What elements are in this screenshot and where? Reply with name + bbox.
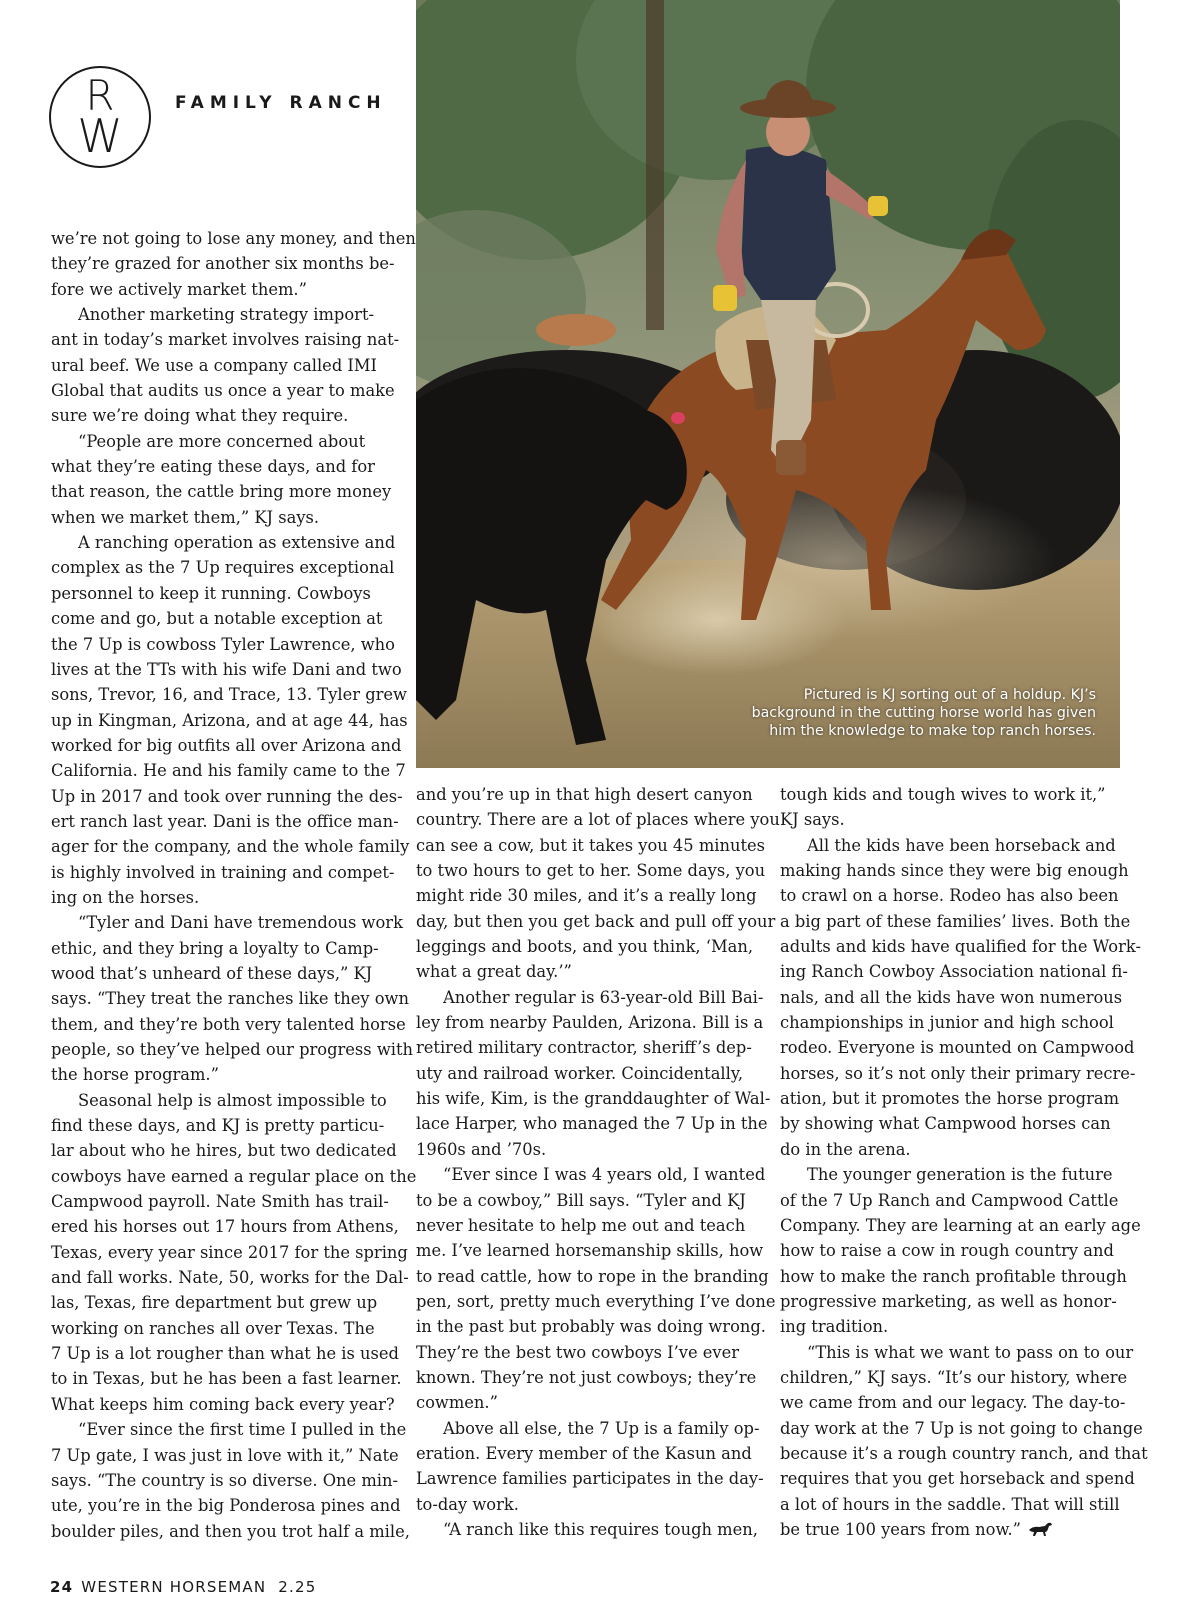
paragraph xyxy=(780,833,1141,1162)
text-line: ant in today’s market involves raising nat- xyxy=(51,330,400,350)
paragraph xyxy=(416,1517,756,1542)
text-line: What keeps him coming back every year? xyxy=(51,1394,395,1414)
text-line: we’re not going to lose any money, and then xyxy=(51,229,416,248)
text-line: personnel to keep it running. Cowboys xyxy=(51,583,371,603)
text-line: complex as the 7 Up requires exceptional xyxy=(51,558,395,578)
text-line: to in Texas, but he has been a fast learner. xyxy=(51,1369,402,1389)
issue-number: 2.25 xyxy=(278,1578,317,1596)
text-line: is highly involved in training and compet- xyxy=(51,862,395,882)
text-line: the horse program.” xyxy=(51,1065,219,1085)
paragraph xyxy=(780,782,1120,833)
text-line: “Ever since I was 4 years old, I wanted xyxy=(443,1165,766,1185)
text-line: cowboys have earned a regular place on the xyxy=(51,1166,417,1186)
text-line: retired military contractor, sheriff’s dep- xyxy=(416,1038,752,1058)
text-line: wood that’s unheard of these days,” KJ xyxy=(51,963,373,983)
text-line: because it’s a rough country ranch, and that xyxy=(780,1443,1148,1463)
paragraph xyxy=(51,302,400,429)
text-line: The younger generation is the future xyxy=(807,1165,1113,1185)
paragraph xyxy=(780,1340,1148,1544)
text-line: do in the arena. xyxy=(780,1139,911,1159)
text-line: working on ranches all over Texas. The xyxy=(51,1318,375,1338)
text-line: of the 7 Up Ranch and Campwood Cattle xyxy=(780,1190,1119,1210)
text-line: California. He and his family came to the 7 xyxy=(51,761,406,781)
text-line: by showing what Campwood horses can xyxy=(780,1114,1111,1134)
text-line: his wife, Kim, is the granddaughter of Wal- xyxy=(416,1089,771,1109)
text-line: 1960s and ’70s. xyxy=(416,1139,547,1159)
text-line: people, so they’ve helped our progress with xyxy=(51,1040,413,1059)
text-line: All the kids have been horseback and xyxy=(807,835,1116,855)
paragraph xyxy=(416,1416,764,1517)
paragraph xyxy=(51,429,391,530)
text-line: Company. They are learning at an early age xyxy=(780,1215,1141,1235)
paragraph xyxy=(51,1417,410,1544)
text-line: might ride 30 miles, and it’s a really long xyxy=(416,886,757,906)
text-line: Campwood payroll. Nate Smith has trail- xyxy=(51,1192,389,1212)
text-line: pen, sort, pretty much everything I’ve done xyxy=(416,1291,776,1311)
cowboy-photo xyxy=(416,0,1120,768)
photo-illustration xyxy=(416,0,1120,768)
text-line: how to raise a cow in rough country and xyxy=(780,1241,1114,1261)
text-line: sure we’re doing what they require. xyxy=(51,406,349,426)
text-line: worked for big outfits all over Arizona and xyxy=(51,735,402,755)
text-line: progressive marketing, as well as honor- xyxy=(780,1291,1117,1311)
text-line: ute, you’re in the big Ponderosa pines and xyxy=(51,1496,401,1516)
text-line: lives at the TTs with his wife Dani and two xyxy=(51,659,402,679)
text-line: boulder piles, and then you trot half a mile, xyxy=(51,1521,410,1541)
text-line: in the past but probably was doing wrong. xyxy=(416,1317,766,1337)
text-line: 7 Up is a lot rougher than what he is used xyxy=(51,1344,399,1364)
text-line: eration. Every member of the Kasun and xyxy=(416,1443,752,1463)
text-line: and fall works. Nate, 50, works for the Dal- xyxy=(51,1268,409,1288)
caption-line: background in the cutting horse world has given xyxy=(751,705,1096,721)
text-line: when we market them,” KJ says. xyxy=(51,507,320,527)
text-line: to two hours to get to her. Some days, you xyxy=(416,861,766,881)
text-line: las, Texas, fire department but grew up xyxy=(51,1293,378,1313)
page-number: 24 xyxy=(50,1578,74,1596)
article-column-3 xyxy=(780,782,1148,1543)
text-line: rodeo. Everyone is mounted on Campwood xyxy=(780,1038,1135,1058)
paragraph xyxy=(416,985,771,1162)
text-line: 7 Up gate, I was just in love with it,” Nate xyxy=(51,1445,399,1465)
paragraph xyxy=(416,1162,776,1415)
text-line: country. There are a lot of places where you xyxy=(416,810,780,830)
text-line: to read cattle, how to rope in the branding xyxy=(416,1266,769,1286)
article-column-2 xyxy=(416,782,780,1542)
text-line: Up in 2017 and took over running the des- xyxy=(51,786,403,806)
text-line: “A ranch like this requires tough men, xyxy=(443,1519,758,1539)
photo-caption xyxy=(656,686,1096,740)
text-line: cowmen.” xyxy=(416,1393,498,1413)
text-line: me. I’ve learned horsemanship skills, how xyxy=(416,1241,764,1261)
text-line: to be a cowboy,” Bill says. “Tyler and KJ xyxy=(416,1190,746,1210)
text-line: sons, Trevor, 16, and Trace, 13. Tyler grew xyxy=(51,685,407,705)
text-line: we came from and our legacy. The day-to- xyxy=(780,1393,1126,1413)
text-line: come and go, but a notable exception at xyxy=(51,609,383,629)
publication-name: WESTERN HORSEMAN xyxy=(81,1578,267,1596)
text-line: how to make the ranch profitable through xyxy=(780,1266,1127,1286)
rw-logo xyxy=(49,66,151,168)
text-line: lace Harper, who managed the 7 Up in the xyxy=(416,1114,768,1134)
paragraph xyxy=(51,1088,417,1417)
text-line: never hesitate to help me out and teach xyxy=(416,1215,746,1235)
text-line: they’re grazed for another six months be- xyxy=(51,254,395,274)
text-line: says. “The country is so diverse. One min- xyxy=(51,1470,398,1490)
text-line: KJ says. xyxy=(780,810,845,830)
text-line: adults and kids have qualified for the Work- xyxy=(780,937,1141,957)
paragraph xyxy=(780,1162,1141,1339)
caption-line: him the knowledge to make top ranch horses. xyxy=(769,723,1096,739)
text-line: tough kids and tough wives to work it,” xyxy=(780,785,1106,804)
text-line: day work at the 7 Up is not going to change xyxy=(780,1418,1143,1438)
text-line: ley from nearby Paulden, Arizona. Bill is a xyxy=(416,1013,764,1033)
text-line: They’re the best two cowboys I’ve ever xyxy=(416,1342,740,1362)
text-line: what a great day.’” xyxy=(416,962,572,982)
text-line: a big part of these families’ lives. Both the xyxy=(780,911,1131,931)
text-line: and you’re up in that high desert canyon xyxy=(416,785,753,804)
text-line: children,” KJ says. “It’s our history, where xyxy=(780,1367,1128,1387)
caption-line: Pictured is KJ sorting out of a holdup. KJ’s xyxy=(803,687,1096,703)
text-line: A ranching operation as extensive and xyxy=(78,533,396,553)
text-line: ing on the horses. xyxy=(51,887,200,907)
page-footer xyxy=(50,1578,316,1596)
logo-letter-w: W xyxy=(77,109,123,163)
text-line: Above all else, the 7 Up is a family op- xyxy=(443,1418,760,1438)
article-column-1 xyxy=(51,226,417,1544)
paragraph xyxy=(51,530,410,910)
text-line: ing Ranch Cowboy Association national fi- xyxy=(780,962,1128,982)
text-line: a lot of hours in the saddle. That will still xyxy=(780,1494,1120,1514)
paragraph xyxy=(51,910,413,1087)
text-line: ural beef. We use a company called IMI xyxy=(51,355,377,375)
logo-letter-r: R xyxy=(85,71,115,120)
text-line: what they’re eating these days, and for xyxy=(51,457,375,477)
text-line: find these days, and KJ is pretty particu- xyxy=(51,1116,385,1136)
text-line: making hands since they were big enough xyxy=(780,861,1129,881)
text-line: “Tyler and Dani have tremendous work xyxy=(78,913,403,933)
text-line: to crawl on a horse. Rodeo has also been xyxy=(780,886,1119,906)
text-line: Another marketing strategy import- xyxy=(78,305,374,325)
text-line: ered his horses out 17 hours from Athens, xyxy=(51,1217,399,1237)
text-line: requires that you get horseback and spend xyxy=(780,1469,1135,1489)
text-line: ation, but it promotes the horse program xyxy=(780,1089,1120,1109)
text-line: Lawrence families participates in the day- xyxy=(416,1469,764,1489)
text-line: be true 100 years from now.” xyxy=(780,1519,1021,1539)
text-line: lar about who he hires, but two dedicated xyxy=(51,1141,397,1161)
text-line: to-day work. xyxy=(416,1494,519,1514)
text-line: ing tradition. xyxy=(780,1317,889,1337)
text-line: ager for the company, and the whole family xyxy=(51,837,410,857)
text-line: horses, so it’s not only their primary recre- xyxy=(780,1063,1136,1083)
text-line: uty and railroad worker. Coincidentally, xyxy=(416,1063,744,1083)
text-line: Seasonal help is almost impossible to xyxy=(78,1090,387,1110)
text-line: the 7 Up is cowboss Tyler Lawrence, who xyxy=(51,634,395,654)
text-line: Global that audits us once a year to make xyxy=(51,381,395,401)
text-line: fore we actively market them.” xyxy=(51,279,307,299)
text-line: that reason, the cattle bring more money xyxy=(51,482,392,502)
text-line: ert ranch last year. Dani is the office man- xyxy=(51,811,399,831)
text-line: Another regular is 63-year-old Bill Bai- xyxy=(443,987,764,1007)
paragraph xyxy=(51,226,416,302)
text-line: says. “They treat the ranches like they own xyxy=(51,989,409,1009)
text-line: championships in junior and high school xyxy=(780,1013,1114,1033)
text-line: Texas, every year since 2017 for the spring xyxy=(51,1242,408,1262)
text-line: up in Kingman, Arizona, and at age 44, has xyxy=(51,710,408,730)
paragraph xyxy=(416,782,780,985)
text-line: nals, and all the kids have won numerous xyxy=(780,987,1123,1007)
text-line: leggings and boots, and you think, ‘Man, xyxy=(416,937,754,957)
text-line: “This is what we want to pass on to our xyxy=(807,1342,1134,1362)
text-line: day, but then you get back and pull off your xyxy=(416,911,776,931)
section-title: FAMILY RANCH xyxy=(175,93,387,113)
text-line: “People are more concerned about xyxy=(78,431,366,451)
end-mark-horse-icon xyxy=(1027,1518,1053,1543)
text-line: them, and they’re both very talented horse xyxy=(51,1014,406,1034)
text-line: “Ever since the first time I pulled in the xyxy=(78,1420,407,1440)
text-line: ethic, and they bring a loyalty to Camp- xyxy=(51,938,379,958)
text-line: can see a cow, but it takes you 45 minutes xyxy=(416,835,765,855)
text-line: known. They’re not just cowboys; they’re xyxy=(416,1367,757,1387)
